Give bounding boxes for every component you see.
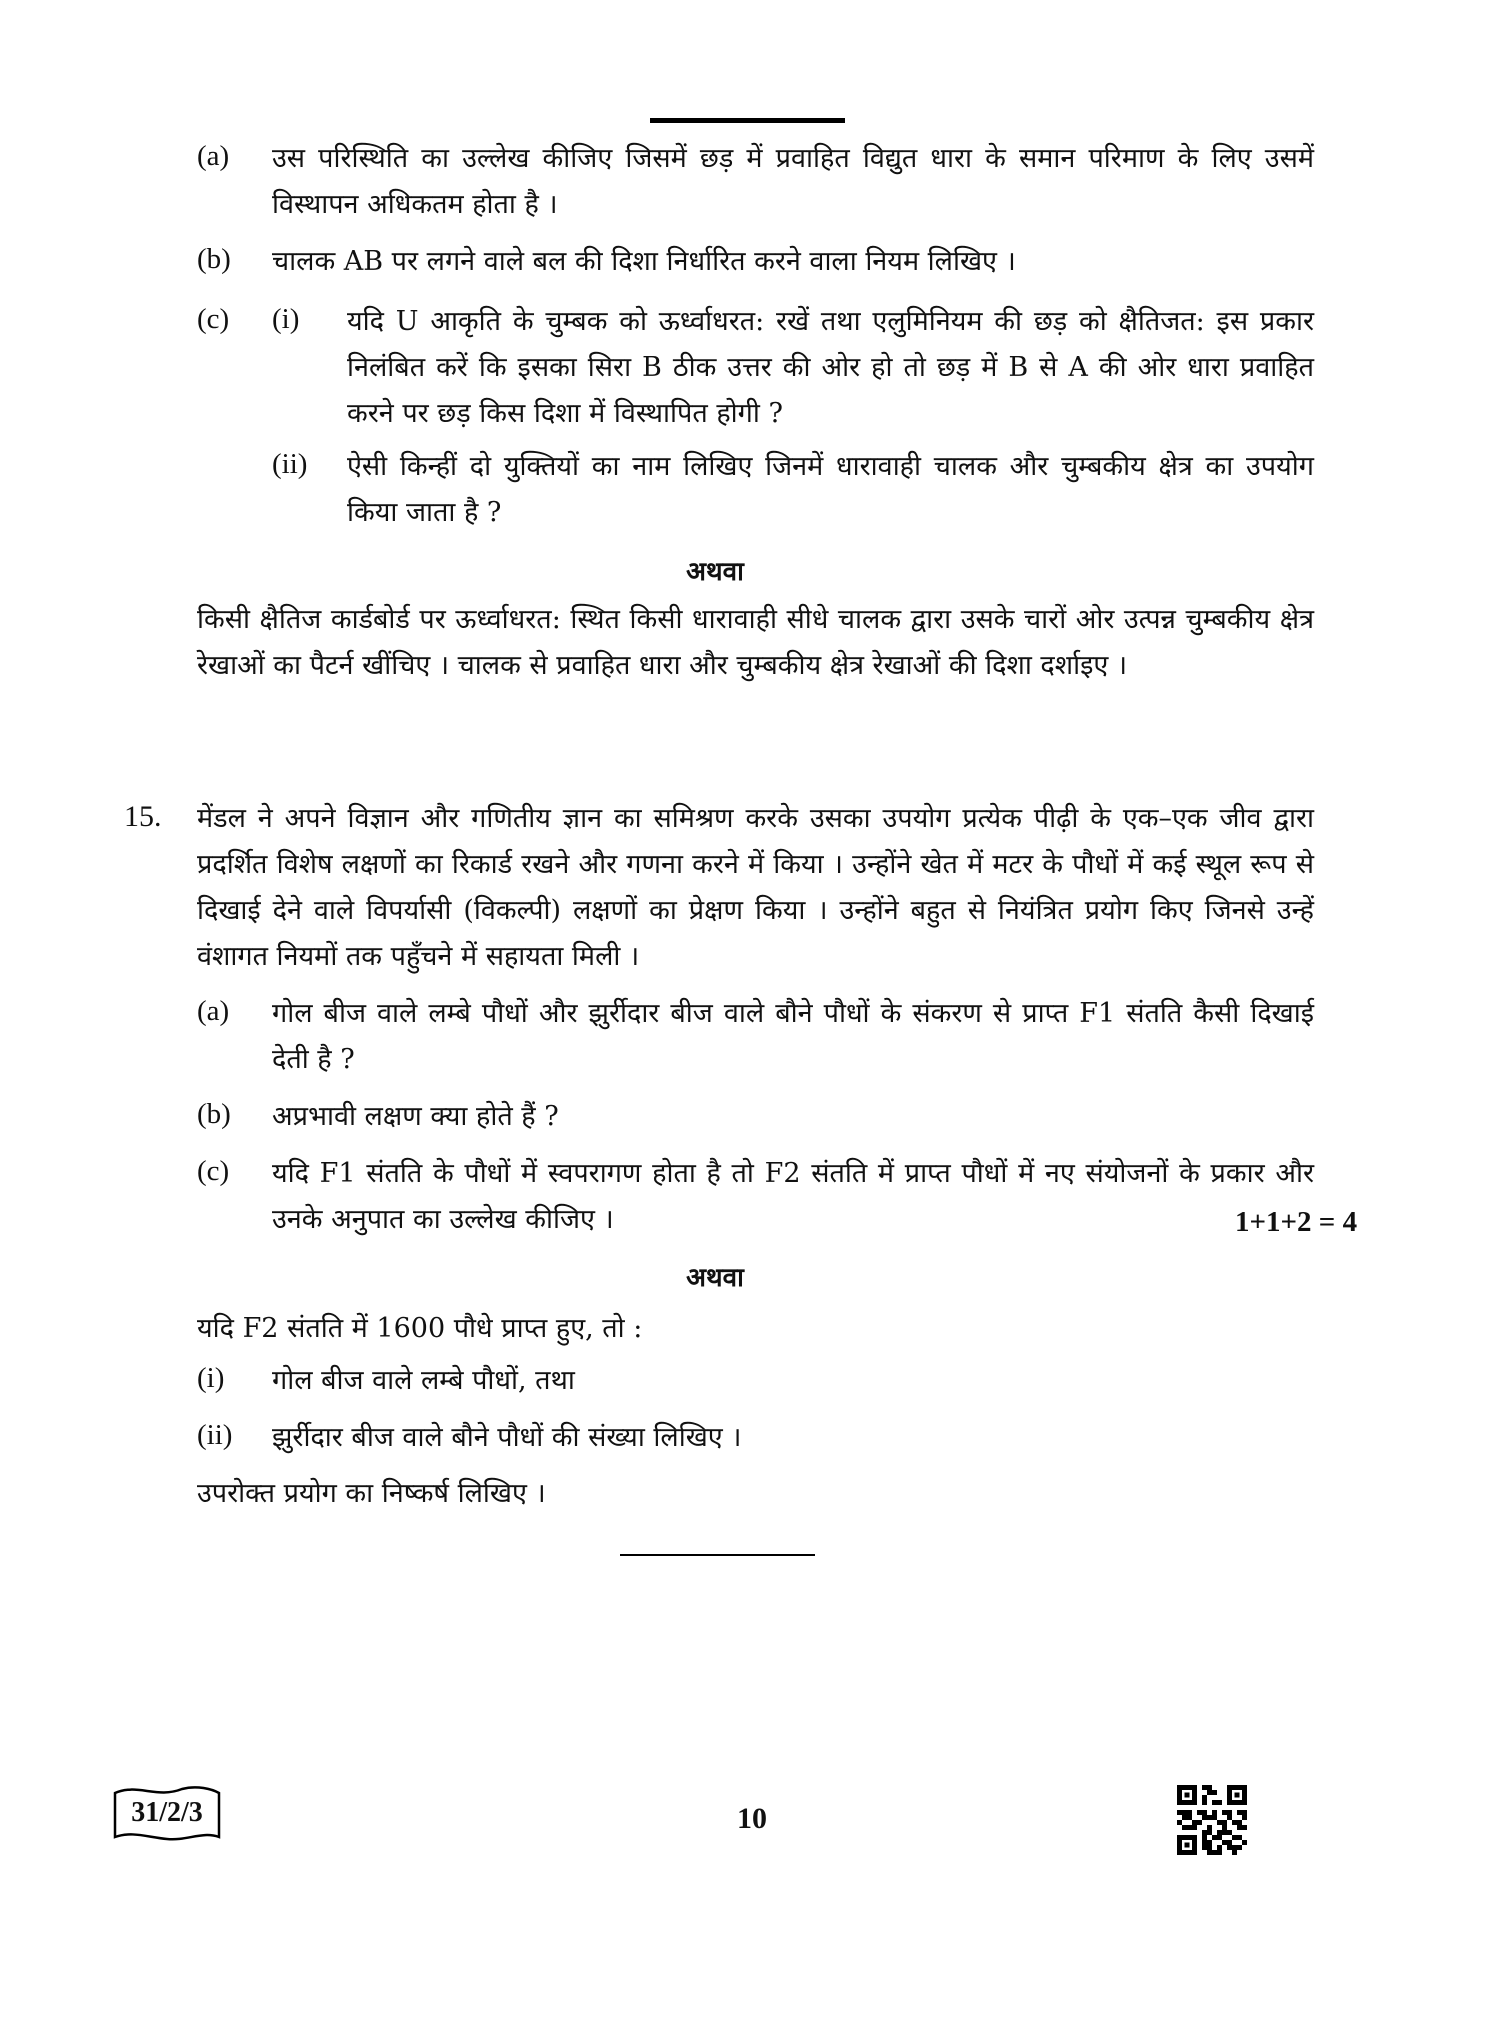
subpart-label-i: (i) — [272, 303, 300, 335]
page-number: 10 — [737, 1802, 767, 1835]
question-number: 15. — [124, 800, 162, 833]
part-text-b: चालक AB पर लगने वाले बल की दिशा निर्धारित करने वाला नियम लिखिए । — [272, 246, 1016, 277]
or-item-label-i: (i) — [197, 1362, 225, 1394]
or-conclusion: उपरोक्त प्रयोग का निष्कर्ष लिखिए । — [197, 1478, 546, 1509]
part-text-c: यदि F1 संतति के पौधों में स्वपरागण होता है तो F2 संतति में प्राप्त पौधों में नए संयोजनों के प्रकार और उनके अनुपात का उल्लेख कीजिए । — [272, 1158, 1314, 1235]
section-divider-top — [650, 118, 845, 123]
subpart-label-ii: (ii) — [272, 448, 308, 480]
part-label-a: (a) — [197, 995, 230, 1027]
or-item-text-ii: झुर्रीदार बीज वाले बौने पौधों की संख्या लिखिए । — [272, 1422, 742, 1453]
part-label-b: (b) — [197, 1098, 231, 1130]
question-intro: मेंडल ने अपने विज्ञान और गणितीय ज्ञान का समिश्रण करके उसका उपयोग प्रत्येक पीढ़ी के एक–एक जीव द्वारा प्रदर्शित विशेष लक्षणों का रिकार्ड रखने और गणना करने में किया । उन्होंने खेत में मटर के पौधों में कई स्थूल रूप से दिखाई देने वाले विपर्यासी (विकल्पी) लक्षणों का प्रेक्षण किया । उन्होंने बहुत से नियंत्रित प्रयोग किए जिनसे उन्हें वंशागत नियमों तक पहुँचने में सहायता मिली । — [197, 803, 1314, 972]
subpart-text-i: यदि U आकृति के चुम्बक को ऊर्ध्वाधरत: रखें तथा एलुमिनियम की छड़ को क्षैतिजत: इस प्रकार निलंबित करें कि इसका सिरा B ठीक उत्तर की ओर हो तो छड़ में B से A की ओर धारा प्रवाहित करने पर छड़ किस दिशा में विस्थापित होगी ? — [347, 306, 1314, 429]
paper-code: 31/2/3 — [131, 1797, 203, 1828]
marks-allocation: 1+1+2 = 4 — [1235, 1206, 1358, 1238]
or-item-text-i: गोल बीज वाले लम्बे पौधों, तथा — [272, 1365, 575, 1396]
part-text-a: उस परिस्थिति का उल्लेख कीजिए जिसमें छड़ में प्रवाहित विद्युत धारा के समान परिमाण के लिए उसमें विस्थापन अधिकतम होता है । — [272, 143, 1314, 220]
or-item-label-ii: (ii) — [197, 1419, 233, 1451]
qr-code-icon — [1177, 1785, 1247, 1855]
part-text-a: गोल बीज वाले लम्बे पौधों और झुर्रीदार बीज वाले बौने पौधों के संकरण से प्राप्त F1 संतति कैसी दिखाई देती है ? — [272, 998, 1314, 1075]
section-divider-bottom — [620, 1554, 815, 1556]
subpart-text-ii: ऐसी किन्हीं दो युक्तियों का नाम लिखिए जिनमें धारावाही चालक और चुम्बकीय क्षेत्र का उपयोग किया जाता है ? — [347, 451, 1314, 528]
part-label-a: (a) — [197, 140, 230, 172]
part-label-c: (c) — [197, 1155, 230, 1187]
or-label: अथवा — [686, 1263, 744, 1293]
part-text-b: अप्रभावी लक्षण क्या होते हैं ? — [272, 1101, 559, 1132]
or-label: अथवा — [686, 557, 744, 587]
or-question-text: किसी क्षैतिज कार्डबोर्ड पर ऊर्ध्वाधरत: स्थित किसी धारावाही सीधे चालक द्वारा उसके चारों ओर उत्पन्न चुम्बकीय क्षेत्र रेखाओं का पैटर्न खींचिए । चालक से प्रवाहित धारा और चुम्बकीय क्षेत्र रेखाओं की दिशा दर्शाइए । — [197, 604, 1314, 681]
or-intro: यदि F2 संतति में 1600 पौधे प्राप्त हुए, तो : — [197, 1313, 643, 1344]
part-label-c: (c) — [197, 303, 230, 335]
paper-code-badge — [112, 1785, 222, 1845]
part-label-b: (b) — [197, 243, 231, 275]
